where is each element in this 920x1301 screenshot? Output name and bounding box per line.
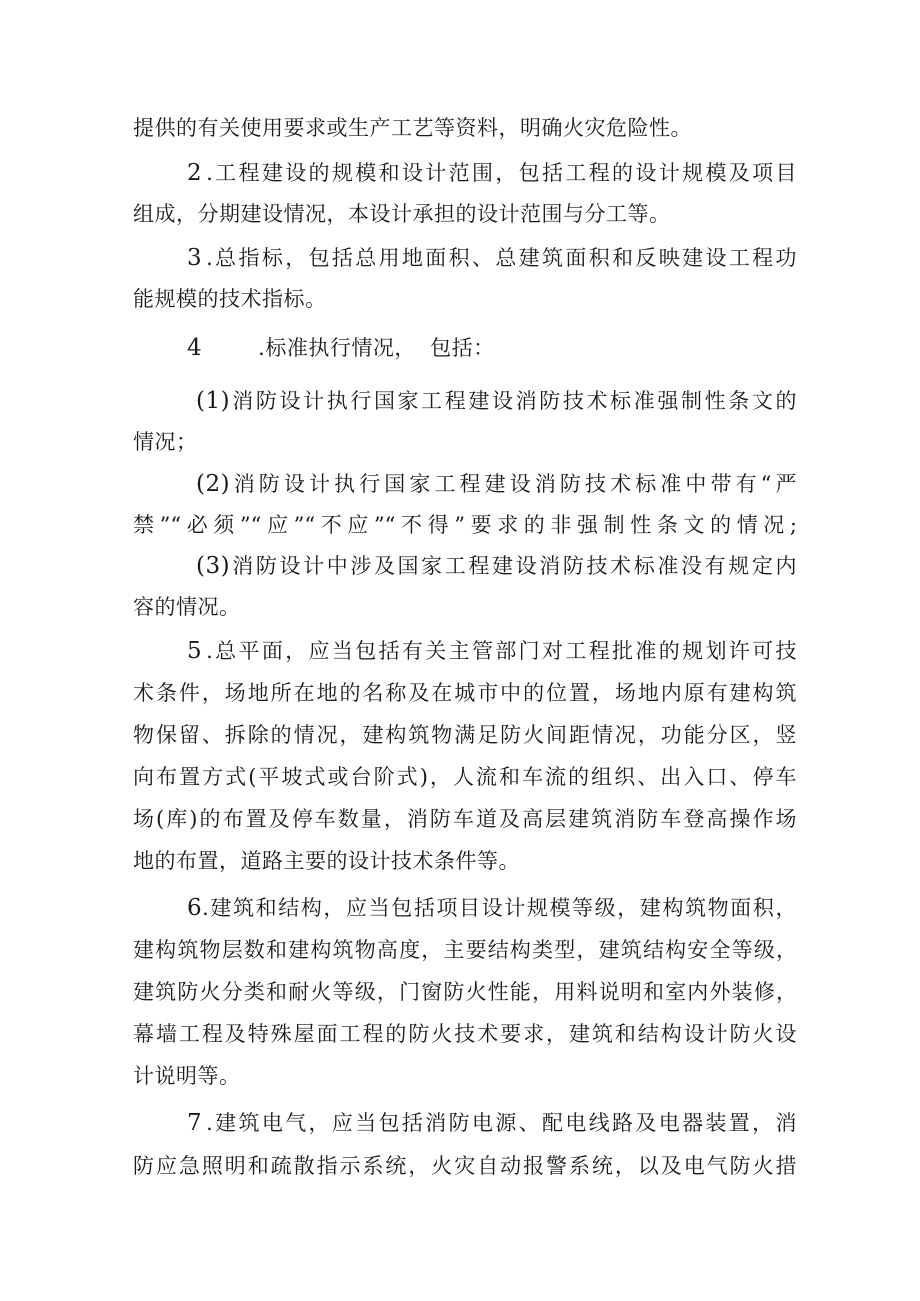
item-number: 3	[187, 245, 203, 271]
text-line-7	[196, 386, 797, 416]
item-number: 4	[187, 335, 203, 361]
text-line-6	[187, 333, 797, 363]
text-line-4	[187, 243, 797, 273]
line-text: 术条件，场地所在地的名称及在城市中的位置，场地内原有建构筑	[133, 681, 797, 705]
text-line-23	[133, 1061, 797, 1091]
text-line-21	[133, 977, 797, 1007]
item-number: 7	[187, 1110, 203, 1136]
line-text: .总指标，包括总用地面积、总建筑面积和反映建设工程功	[206, 246, 797, 270]
line-text: 地的布置，道路主要的设计技术条件等。	[133, 849, 520, 873]
line-text: 消防设计执行国家工程建设消防技术标准中带有“严	[230, 472, 797, 496]
item-number: 6	[187, 895, 203, 921]
line-text: 物保留、拆除的情况，建构筑物满足防火间距情况，功能分区，竖	[133, 723, 797, 747]
line-text: 消防设计执行国家工程建设消防技术标准强制性条文的	[230, 389, 797, 413]
line-text: .建筑和结构，应当包括项目设计规模等级，建构筑物面积，	[202, 896, 797, 920]
line-text: 禁”“必须”“应”“不应”“不得”要求的非强制性条文的情况;	[133, 513, 797, 537]
text-line-2	[187, 158, 797, 188]
text-line-20	[133, 935, 797, 965]
text-line-1	[133, 113, 797, 143]
text-line-19	[187, 893, 797, 923]
text-line-22	[133, 1019, 797, 1049]
line-text: 建构筑物层数和建构筑物高度，主要结构类型，建筑结构安全等级，	[133, 938, 797, 962]
line-text: 容的情况。	[133, 595, 241, 619]
text-line-17	[133, 804, 797, 834]
text-line-8	[133, 427, 797, 457]
text-line-14	[133, 678, 797, 708]
line-text: 防应急照明和疏散指示系统，火灾自动报警系统，以及电气防火措	[133, 1154, 797, 1178]
text-line-12	[133, 592, 797, 622]
text-line-16	[133, 762, 797, 792]
item-number: 2	[187, 160, 203, 186]
text-line-18	[133, 846, 797, 876]
line-text: .标准执行情况， 包括：	[258, 336, 495, 360]
text-line-10	[133, 510, 797, 540]
line-text: 情况；	[133, 430, 198, 454]
line-text: .工程建设的规模和设计范围，包括工程的设计规模及项目	[206, 161, 797, 185]
line-text: .总平面，应当包括有关主管部门对工程批准的规划许可技	[206, 639, 797, 663]
text-line-3	[133, 199, 797, 229]
line-text: 幕墙工程及特殊屋面工程的防火技术要求，建筑和结构设计防火设	[133, 1022, 797, 1046]
line-text: 场(库)的布置及停车数量，消防车道及高层建筑消防车登高操作场	[133, 807, 797, 831]
line-text: 建筑防火分类和耐火等级，门窗防火性能，用料说明和室内外装修，	[133, 980, 797, 1004]
text-line-15	[133, 720, 797, 750]
text-line-5	[133, 284, 797, 314]
text-line-25	[133, 1151, 797, 1181]
line-text: 组成，分期建设情况，本设计承担的设计范围与分工等。	[133, 202, 671, 226]
text-line-9	[196, 469, 797, 499]
item-number: (2)	[196, 471, 231, 497]
line-text: 消防设计中涉及国家工程建设消防技术标准没有规定内	[230, 554, 797, 578]
line-text: 向布置方式(平坡式或台阶式)，人流和车流的组织、出入口、停车	[133, 765, 797, 789]
line-text: 计说明等。	[133, 1064, 241, 1088]
item-number: (3)	[196, 553, 231, 579]
text-line-11	[196, 551, 797, 581]
text-line-24	[187, 1108, 797, 1138]
text-line-13	[187, 636, 797, 666]
line-text: 提供的有关使用要求或生产工艺等资料，明确火灾危险性。	[133, 116, 692, 140]
line-text: 能规模的技术指标。	[133, 287, 327, 311]
item-number: (1)	[196, 388, 231, 414]
line-text: .建筑电气，应当包括消防电源、配电线路及电器装置，消	[206, 1111, 797, 1135]
item-number: 5	[187, 638, 203, 664]
